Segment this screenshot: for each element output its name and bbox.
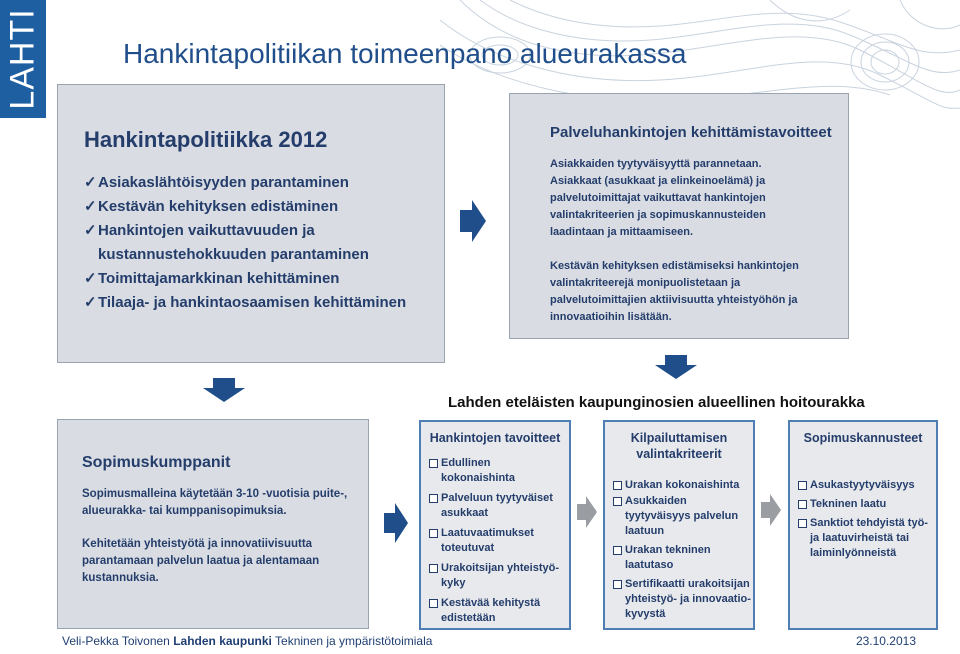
procurement-goal-item: Palveluun tyytyväiset asukkaat <box>429 491 565 521</box>
selection-criteria-heading: Kilpailuttamisen valintakriteerit <box>630 431 728 461</box>
arrow-down-icon <box>203 378 245 402</box>
incentives-heading: Sopimuskannusteet <box>803 431 923 445</box>
selection-criteria-item: Urakan kokonaishinta <box>613 478 751 493</box>
incentive-item: Tekninen laatu <box>798 497 932 512</box>
procurement-goal-item: Laatuvaatimukset toteutuvat <box>429 526 565 556</box>
development-goals-para2: Kestävän kehityksen edistämiseksi hankintojen valintakriteerejä monipuolistetaan ja palvelutoimittajien aktiivisuutta yhteistyöhön ja innovaatioihin lisätään. <box>550 260 799 323</box>
logo-text: LAHTI <box>3 8 42 110</box>
policy-item: ✓ Hankintojen vaikuttavuuden ja kustannustehokkuuden parantaminen <box>84 219 424 267</box>
partners-panel <box>57 419 369 629</box>
procurement-goal-item: Urakoitsijan yhteistyö-kyky <box>429 561 565 591</box>
policy-panel <box>57 84 445 363</box>
incentives-column <box>788 420 938 630</box>
footer-author: Veli-Pekka Toivonen <box>62 634 170 648</box>
procurement-goals-list <box>429 456 565 626</box>
policy-heading: Hankintapolitiikka 2012 <box>84 127 328 152</box>
contract-title: Lahden eteläisten kaupunginosien alueellinen hoitourakka <box>448 394 865 411</box>
selection-criteria-item: Asukkaiden tyytyväisyys palvelun laatuun <box>613 494 751 539</box>
footer <box>62 634 432 648</box>
partners-para1: Sopimusmalleina käytetään 3-10 -vuotisia puite-, alueurakka- tai kumppanisopimuksia. <box>82 488 348 517</box>
selection-criteria-item: Urakan tekninen laatutaso <box>613 543 751 573</box>
procurement-goals-column <box>419 420 571 630</box>
selection-criteria-column <box>603 420 755 630</box>
development-goals-panel <box>509 93 849 339</box>
development-goals-para1: Asiakkaiden tyytyväisyyttä parannetaan. Asiakkaat (asukkaat ja elinkeinoelämä) ja palvelutoimittajat vaikuttavat hankintojen valintakriteerien ja sopimuskannusteiden laadintaan ja mittaamiseen. <box>550 158 766 238</box>
incentive-item: Sanktiot tehdyistä työ- ja laatuvirheistä tai laiminlyönneistä <box>798 516 932 561</box>
arrow-right-icon <box>577 496 597 528</box>
selection-criteria-list <box>613 478 751 622</box>
arrow-right-icon <box>460 200 486 242</box>
policy-list <box>84 171 424 315</box>
page-title: Hankintapolitiikan toimeenpano alueurakassa <box>123 38 687 69</box>
partners-heading: Sopimuskumppanit <box>82 454 231 471</box>
incentive-item: Asukastyytyväisyys <box>798 478 932 493</box>
selection-criteria-item: Sertifikaatti urakoitsijan yhteistyö- ja innovaatio-kyvystä <box>613 577 751 622</box>
development-goals-heading: Palveluhankintojen kehittämistavoitteet <box>550 124 832 141</box>
policy-item: ✓ Tilaaja- ja hankintaosaamisen kehittäminen <box>84 291 424 315</box>
policy-item: ✓ Asiakaslähtöisyyden parantaminen <box>84 171 424 195</box>
footer-date: 23.10.2013 <box>855 634 916 648</box>
arrow-right-icon <box>761 494 781 526</box>
arrow-right-icon <box>384 503 408 543</box>
policy-item: ✓ Toimittajamarkkinan kehittäminen <box>84 267 424 291</box>
lahti-logo <box>0 0 46 118</box>
footer-dept: Tekninen ja ympäristötoimiala <box>275 634 433 648</box>
procurement-goal-item: Edullinen kokonaishinta <box>429 456 565 486</box>
footer-org: Lahden kaupunki <box>173 634 272 648</box>
arrow-down-icon <box>655 355 697 379</box>
policy-item: ✓ Kestävän kehityksen edistäminen <box>84 195 424 219</box>
incentives-list <box>798 478 932 561</box>
procurement-goal-item: Kestävää kehitystä edistetään <box>429 596 565 626</box>
procurement-goals-heading: Hankintojen tavoitteet <box>429 431 561 445</box>
partners-para2: Kehitetään yhteistyötä ja innovatiivisuutta parantamaan palvelun laatua ja alentamaan kustannuksia. <box>82 538 320 584</box>
